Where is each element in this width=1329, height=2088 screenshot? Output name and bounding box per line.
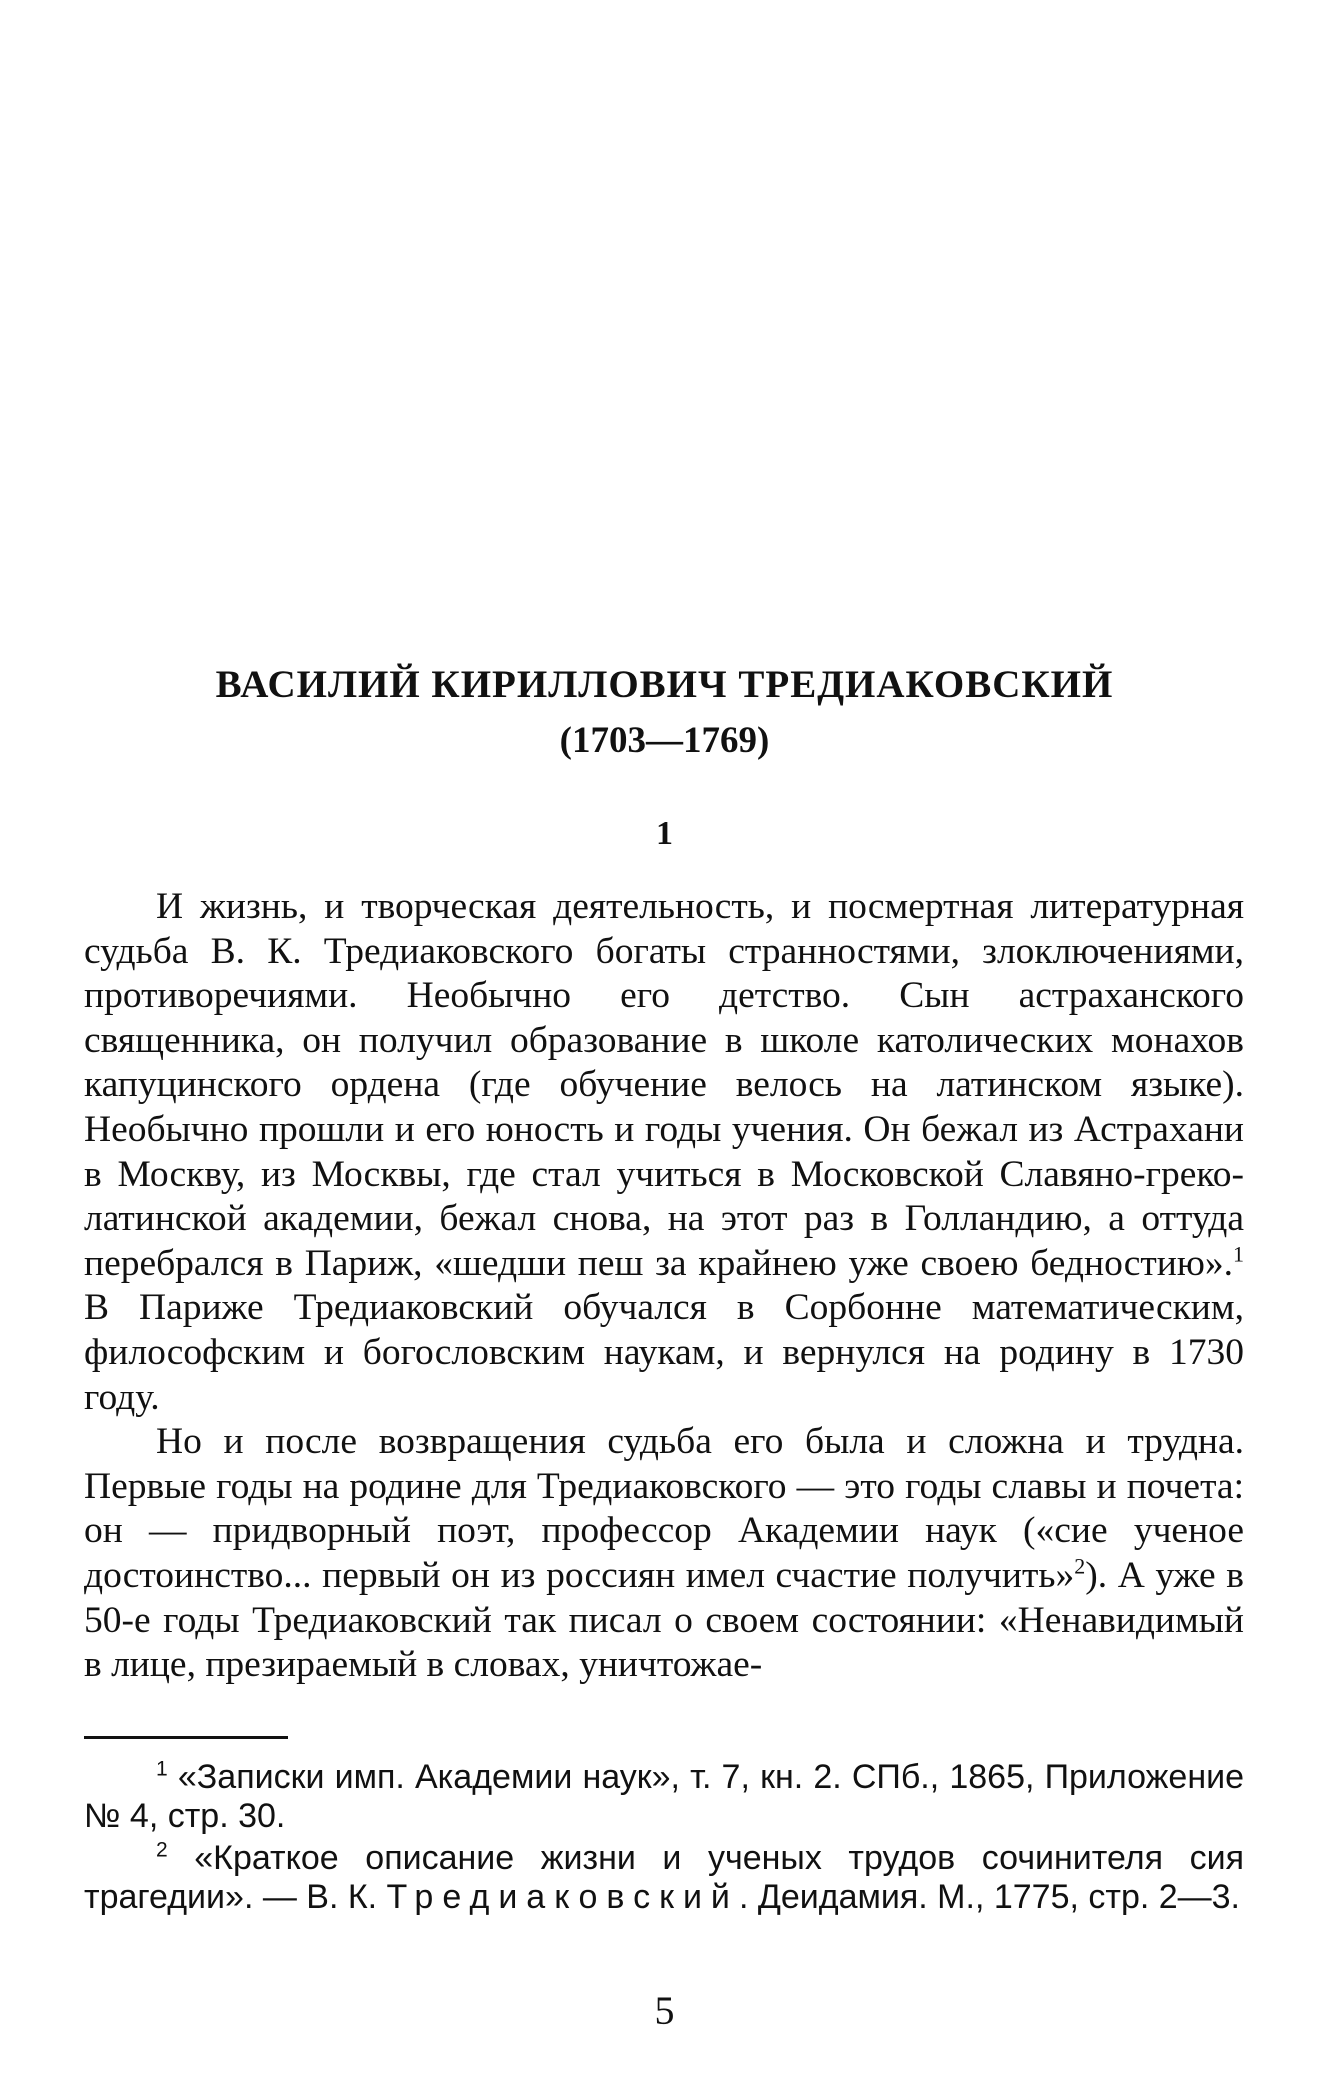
footnote-2-text-b: . Деидамия. М., 1775, стр. 2—3. <box>738 1878 1241 1916</box>
page-number: 5 <box>654 1988 675 2033</box>
paragraph-1-text-a: И жизнь, и творческая деятельность, и посмертная литературная судьба В. К. Тредиаковского богаты странностями, злоключениями, противоречиями. Необычно его детство. Сын астраханского священника, он получил образование в школе католических монахов капуцинского ордена (где обучение велось на латинском языке). Необычно прошли и его юность и годы учения. Он бежал из Астрахани в Москву, из Москвы, где стал учиться в Московской Славяно-греко-латинской академии, бежал снова, на этот раз в Голландию, а оттуда перебрался в Париж, «шедши пеш за крайнею уже своею бедностию». <box>84 886 1244 1284</box>
footnote-1-text: «Записки имп. Академии наук», т. 7, кн. 2. СПб., 1865, Приложение № 4, стр. 30. <box>84 1758 1244 1835</box>
paragraph-2-text-b: ). А уже в 50-е годы Тредиаковский так писал о своем состоянии: «Ненавидимый в лице, презираемый в словах, уничтожае- <box>84 1554 1244 1686</box>
paragraph-2-text-a: Но и после возвращения судьба его была и сложна и трудна. Первые годы на родине для Тредиаковского — это годы славы и почета: он — придворный поэт, профессор Академии наук («сие ученое достоинство... первый он из россиян имел счастие получить» <box>84 1421 1244 1596</box>
section-number: 1 <box>656 815 673 852</box>
footnote-2 <box>84 1839 1244 1917</box>
paragraph-2 <box>84 1420 1244 1688</box>
footnote-1-mark: 1 <box>156 1757 168 1781</box>
footnote-2-mark: 2 <box>156 1838 168 1862</box>
footnotes <box>84 1758 1244 1917</box>
footnote-2-text-a: «Краткое описание жизни и ученых трудов сочинителя сия трагедии». — В. К. <box>84 1839 1244 1916</box>
footnote-ref-2: 2 <box>1074 1553 1086 1579</box>
footnote-ref-1: 1 <box>1233 1241 1244 1267</box>
footnote-2-author: Тредиаковский <box>386 1878 739 1916</box>
chapter-dates: (1703—1769) <box>559 720 770 761</box>
chapter-title: ВАСИЛИЙ КИРИЛЛОВИЧ ТРЕДИАКОВСКИЙ <box>215 663 1114 706</box>
body-text <box>84 885 1244 1688</box>
footnote-divider <box>84 1736 288 1739</box>
paragraph-1 <box>84 885 1244 1420</box>
paragraph-1-text-b: В Париже Тредиаковский обучался в Сорбонне математическим, философским и богословским наукам, и вернулся на родину в 1730 году. <box>84 1287 1244 1418</box>
footnote-1 <box>84 1758 1244 1836</box>
